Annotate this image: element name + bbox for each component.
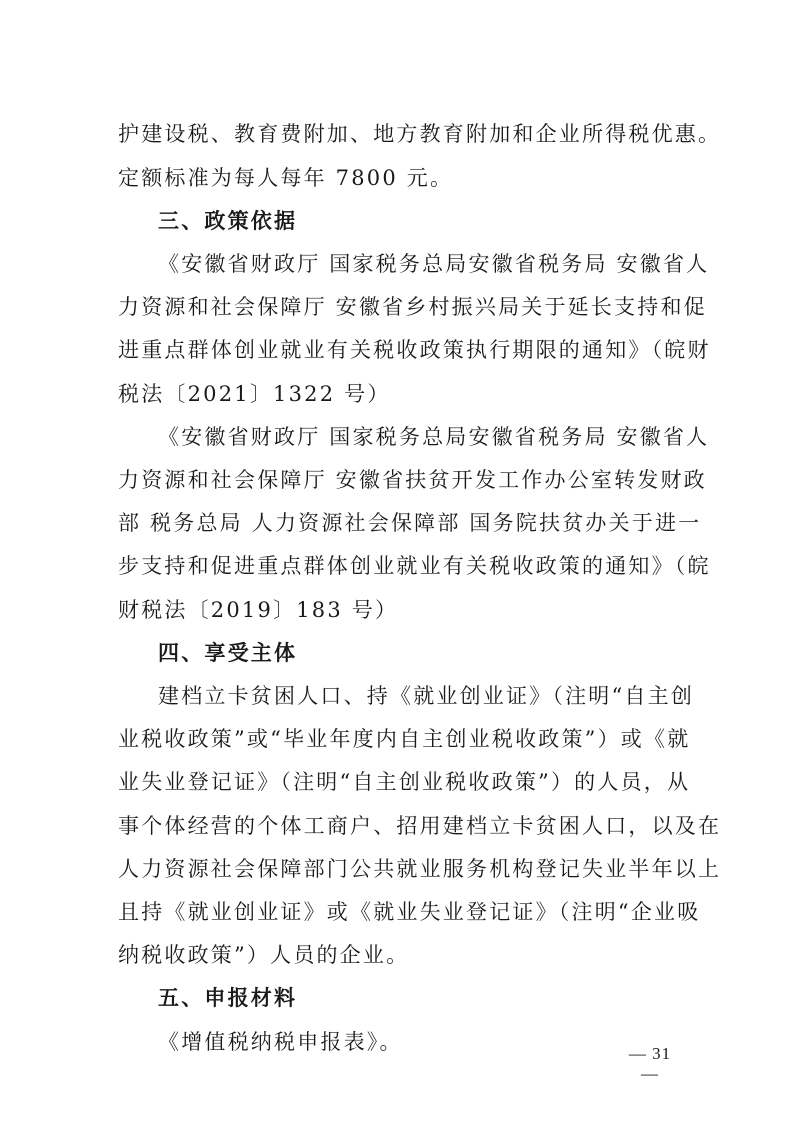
body-line: 力资源和社会保障厅 安徽省乡村振兴局关于延长支持和促 [118,295,707,319]
body-line: 业税收政策”或“毕业年度内自主创业税收政策”）或《就 [118,727,691,751]
body-line: 人力资源社会保障部门公共就业服务机构登记失业半年以上 [118,857,722,881]
section-heading-basis: 三、政策依据 [158,209,298,233]
body-line: 《安徽省财政厅 国家税务总局安徽省税务局 安徽省人 [158,252,710,276]
body-line: 力资源和社会保障厅 安徽省扶贫开发工作办公室转发财政 [118,468,707,492]
body-line: 护建设税、教育费附加、地方教育附加和企业所得税优惠。 [118,122,722,146]
body-line: 建档立卡贫困人口、持《就业创业证》（注明“自主创 [158,684,695,708]
body-line: 税法〔2021〕1322 号） [118,382,391,406]
body-line: 业失业登记证》（注明“自主创业税收政策”）的人员，从 [118,770,691,794]
body-line: 纳税收政策”）人员的企业。 [118,943,410,967]
body-line: 进重点群体创业就业有关税收政策执行期限的通知》（皖财 [118,338,711,362]
body-line: 财税法〔2019〕183 号） [118,598,399,622]
body-line: 《安徽省财政厅 国家税务总局安徽省税务局 安徽省人 [158,425,710,449]
body-line: 部 税务总局 人力资源社会保障部 国务院扶贫办关于进一 [118,511,702,535]
body-line: 步支持和促进重点群体创业就业有关税收政策的通知》（皖 [118,554,711,578]
body-line: 且持《就业创业证》或《就业失业登记证》（注明“企业吸 [118,900,701,924]
section-heading-subject: 四、享受主体 [158,641,298,665]
body-line: 定额标准为每人每年 7800 元。 [118,166,454,190]
body-line: 《增值税纳税申报表》。 [158,1030,403,1054]
body-line: 事个体经营的个体工商户、招用建档立卡贫困人口，以及在 [118,814,722,838]
section-heading-materials: 五、申报材料 [158,986,298,1010]
page-number: — 31 — [628,1044,672,1083]
